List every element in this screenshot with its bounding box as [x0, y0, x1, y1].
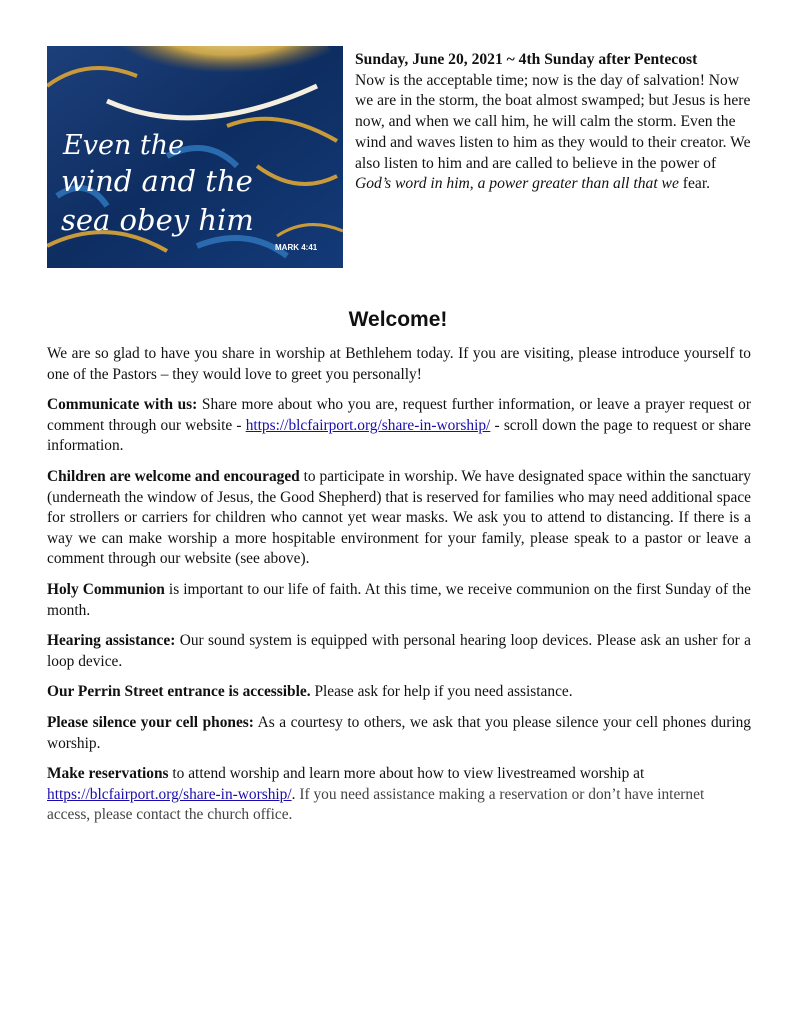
- communicate-after: - scroll down the page to request or share information.: [47, 416, 751, 455]
- communion-label: Holy Communion: [47, 580, 165, 598]
- intro-text: [355, 50, 755, 195]
- storm-artwork-image: [47, 46, 343, 268]
- hearing-label: Hearing assistance:: [47, 632, 176, 650]
- communicate-paragraph: [47, 395, 751, 457]
- reservations-help: If you need assistance making a reservation or don’t have internet access, please contact the church office.: [47, 785, 705, 824]
- communicate-label: Communicate with us:: [47, 396, 198, 414]
- entrance-text: Please ask for help if you need assistance.: [314, 683, 573, 701]
- phones-paragraph: [47, 713, 751, 754]
- intro-end: fear.: [682, 175, 711, 193]
- welcome-paragraph: [47, 344, 751, 385]
- hearing-text: Our sound system is equipped with personal hearing loop devices. Please ask an usher for a loop device.: [47, 632, 751, 670]
- reservations-link[interactable]: https://blcfairport.org/share-in-worship/: [47, 785, 292, 803]
- hero-text-line2: wind and the: [61, 164, 253, 198]
- phones-label: Please silence your cell phones:: [47, 713, 254, 731]
- communion-paragraph: [47, 580, 751, 621]
- reservations-after: .: [291, 785, 296, 803]
- communion-text: is important to our life of faith. At this time, we receive communion on the first Sunday of the month.: [47, 580, 751, 619]
- intro-body: Now is the acceptable time; now is the day of salvation! Now we are in the storm, the boat almost swamped; but Jesus is here now, and when we call him, he will calm the storm. Even the wind and waves listen to him as they would to their creator. We also listen to him and are called to believe in the power of: [355, 71, 751, 172]
- communicate-text: Share more about who you are, request further information, or leave a prayer request or comment through our website -: [47, 396, 751, 434]
- page-title: Welcome!: [348, 308, 448, 331]
- children-label: Children are welcome and encouraged: [47, 467, 300, 485]
- phones-text: As a courtesy to others, we ask that you please silence your cell phones during worship.: [47, 713, 751, 752]
- reservations-paragraph: [47, 764, 751, 826]
- hearing-paragraph: [47, 631, 751, 672]
- share-in-worship-link[interactable]: https://blcfairport.org/share-in-worship/: [245, 416, 491, 434]
- main-content: [47, 344, 751, 836]
- hero-text-line3: sea obey him: [61, 203, 254, 237]
- reservations-label: Make reservations: [47, 765, 169, 783]
- hero-reference: MARK 4:41: [275, 243, 318, 252]
- service-date: Sunday, June 20, 2021 ~ 4th Sunday after Pentecost: [355, 51, 698, 68]
- welcome-intro: We are so glad to have you share in worship at Bethlehem today. If you are visiting, please introduce yourself to one of the Pastors – they would love to greet you personally!: [47, 345, 751, 383]
- reservations-text: to attend worship and learn more about how to view livestreamed worship at: [172, 765, 645, 783]
- entrance-paragraph: [47, 682, 751, 703]
- intro-italic: God’s word in him, a power greater than all that we: [355, 175, 679, 193]
- children-paragraph: [47, 467, 751, 570]
- hero-text-line1: Even the: [63, 130, 185, 161]
- entrance-label: Our Perrin Street entrance is accessible.: [47, 683, 311, 701]
- children-text: to participate in worship. We have designated space within the sanctuary (underneath the window of Jesus, the Good Shepherd) that is reserved for families who may need additional space for strollers or carriers for children who cannot yet wear masks. We ask you to attend to distancing. If there is a way we can make worship a more hospitable environment for your family, please speak to a pastor or leave a comment through our website (see above).: [47, 467, 751, 568]
- hero-image: [47, 46, 343, 268]
